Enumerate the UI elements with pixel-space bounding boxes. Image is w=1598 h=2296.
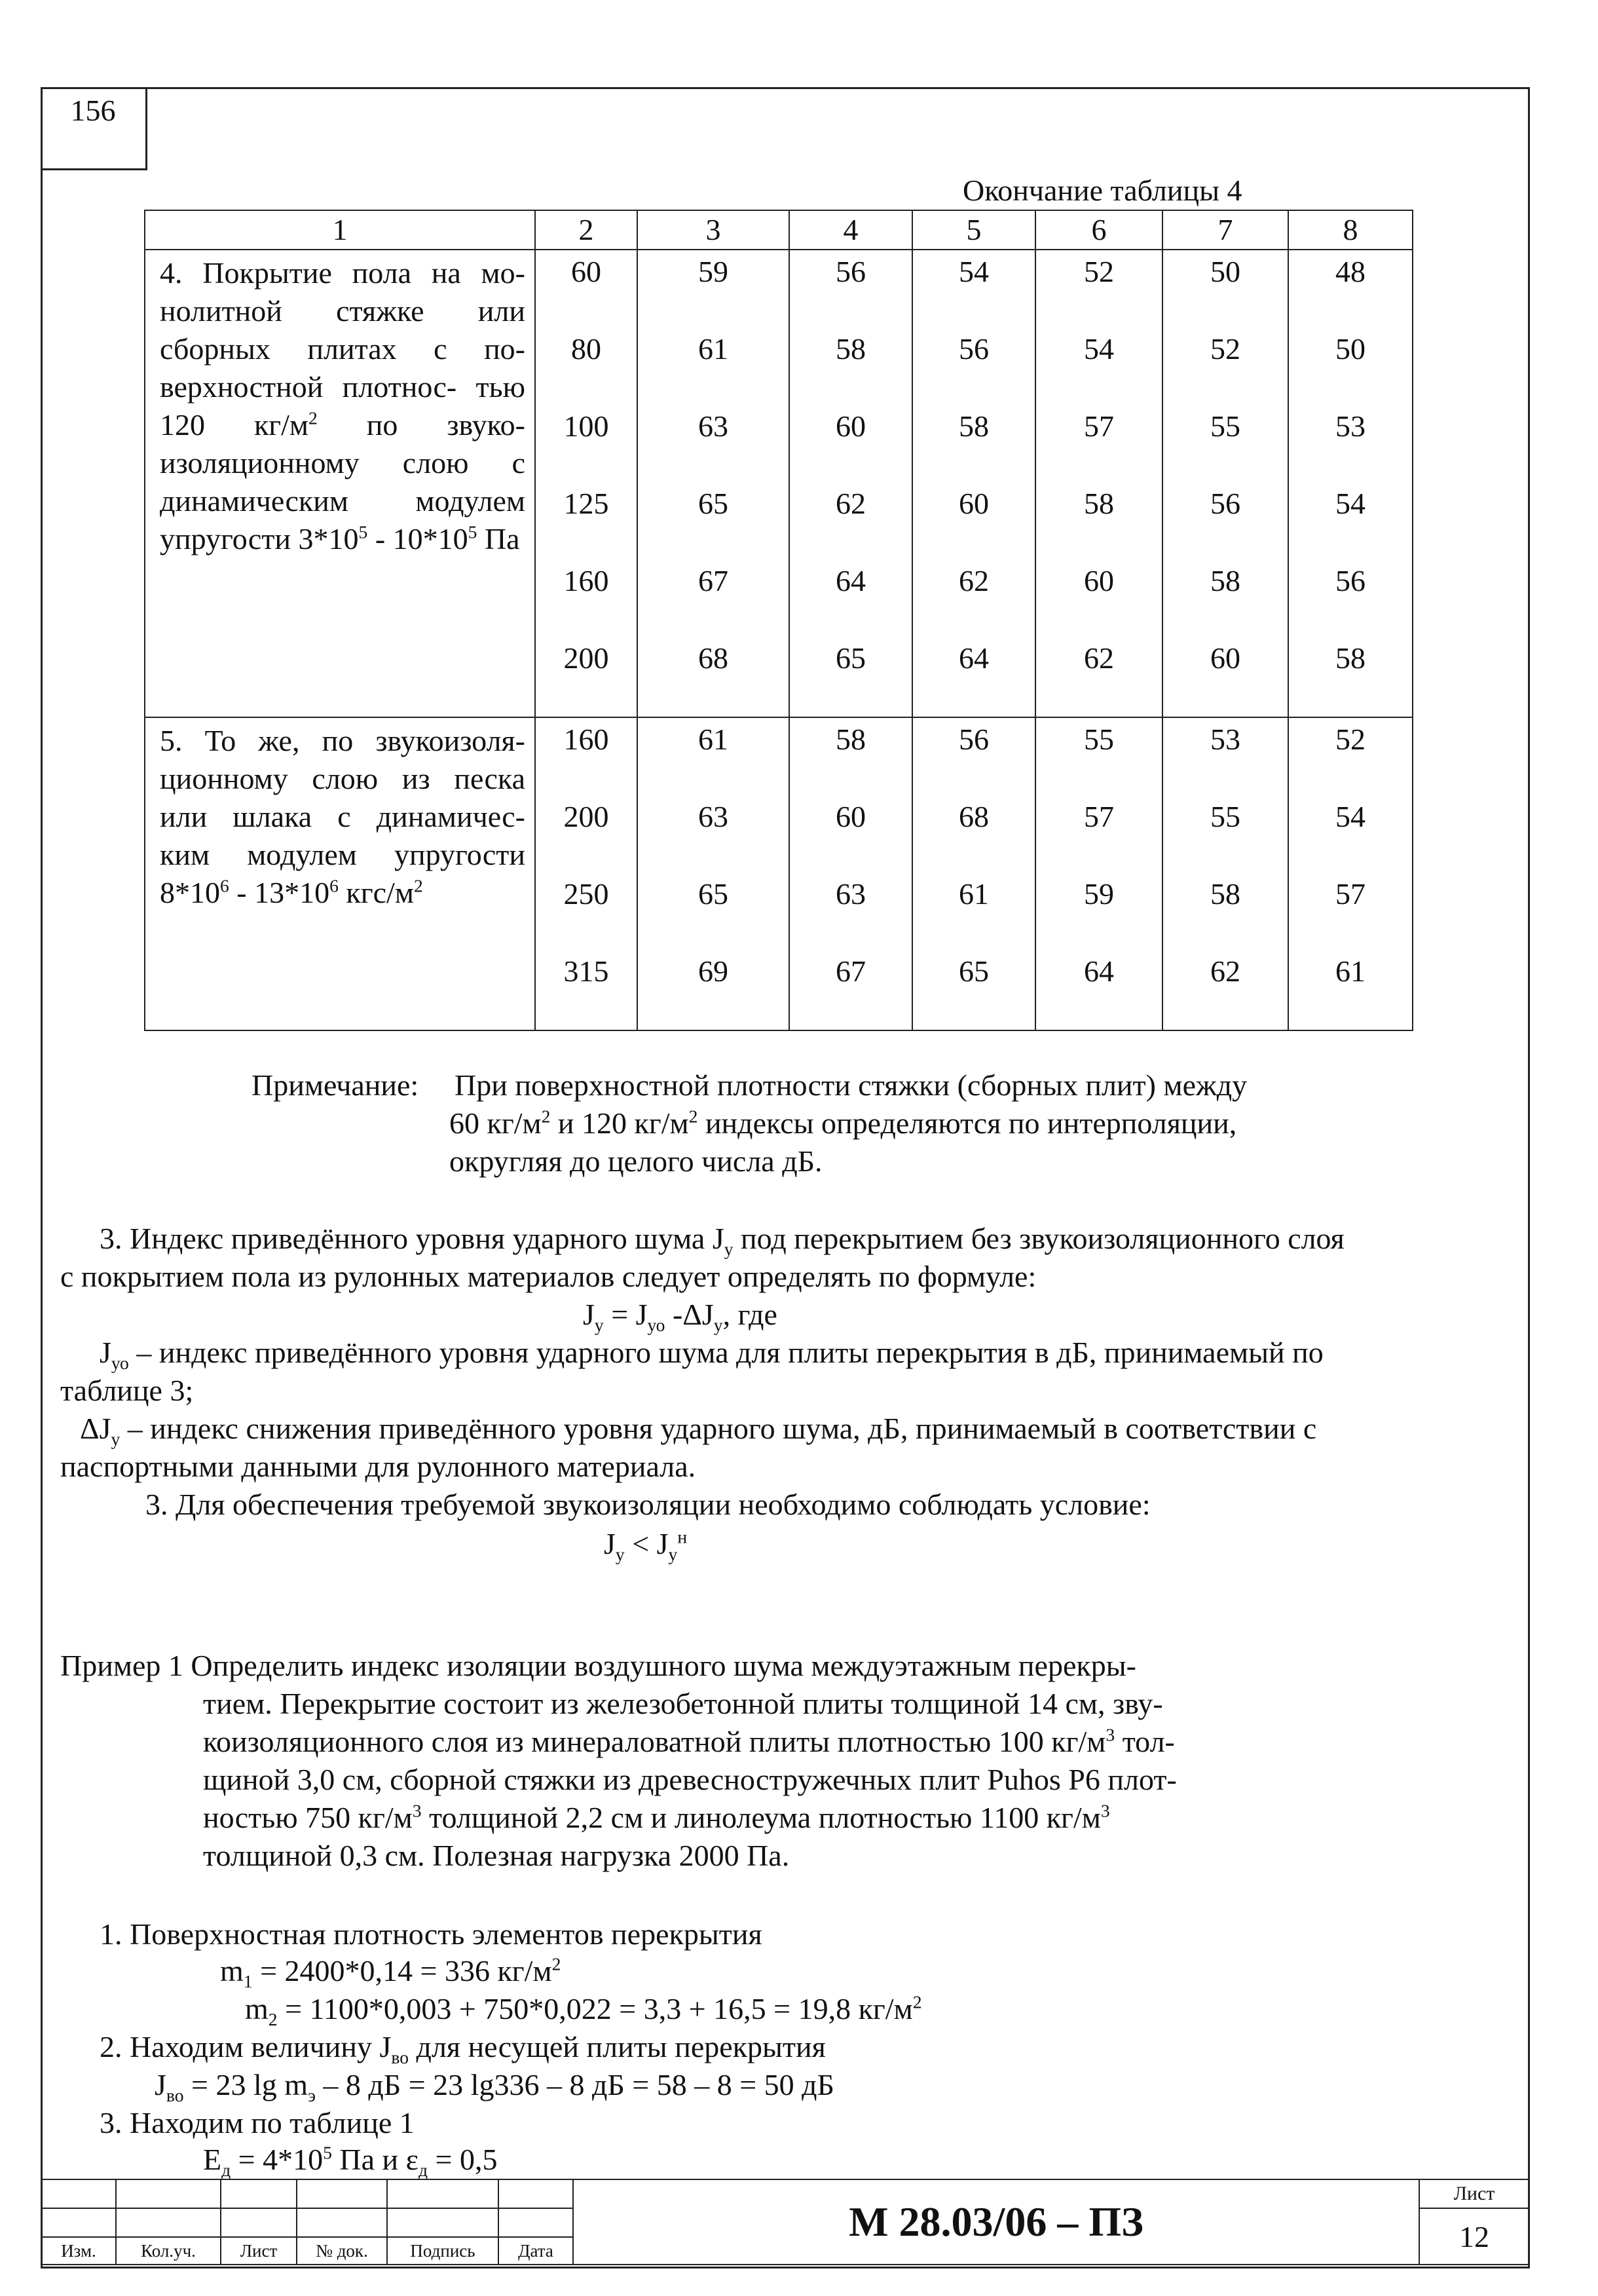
def-jyo-line1: [100, 1334, 1324, 1372]
text: – индекс снижения приведённого уровня ударного шума, дБ, принимаемый в соответствии с: [120, 1412, 1317, 1445]
col-8: [1288, 250, 1413, 717]
col-8: [1288, 717, 1413, 1030]
cell: 160: [563, 564, 609, 597]
header-cell: 1: [145, 210, 535, 250]
cell: 160: [563, 723, 609, 756]
cell: 60: [571, 255, 601, 288]
cell: 56: [1210, 487, 1240, 520]
formula-jvo: [155, 2066, 834, 2104]
cell: 60: [836, 800, 866, 833]
stamp-row: [41, 2179, 1529, 2208]
cell: 62: [959, 564, 989, 597]
stamp-label: Дата: [498, 2237, 573, 2265]
desc-sup: 5: [468, 521, 477, 542]
sub: у: [594, 1315, 604, 1336]
table-header-row: [145, 210, 1413, 250]
header-cell: 4: [789, 210, 912, 250]
stamp-cell: [116, 2208, 221, 2237]
text: < J: [624, 1527, 669, 1560]
col-7: [1162, 717, 1288, 1030]
stamp-cell: [387, 2208, 498, 2237]
document-code: М 28.03/06 – ПЗ: [573, 2179, 1419, 2265]
step-2: [100, 2028, 826, 2066]
cell: 61: [1335, 954, 1366, 988]
text: 2. Находим величину J: [100, 2030, 392, 2063]
cell: 58: [959, 409, 989, 443]
cell: 59: [698, 255, 728, 288]
cell: 60: [1210, 641, 1240, 675]
col-3: [637, 717, 789, 1030]
text: – 8 дБ = 23 lg336 – 8 дБ = 58 – 8 = 50 дБ: [315, 2068, 834, 2101]
sub: д: [418, 2160, 428, 2181]
sup: 3: [412, 1800, 422, 1821]
desc-line: верхностной плотнос-: [160, 370, 457, 404]
cell: 62: [1210, 954, 1240, 988]
desc-line: динамическим модулем: [160, 484, 525, 518]
col-3: [637, 250, 789, 717]
col-6: [1035, 717, 1162, 1030]
sup: 2: [912, 1991, 922, 2012]
desc-line: упругости 3*10: [160, 522, 359, 555]
cell: 56: [836, 255, 866, 288]
text: 60 кг/м: [449, 1106, 542, 1140]
formula-m2: [245, 1990, 922, 2028]
text: = 23 lg m: [183, 2068, 308, 2101]
stamp-cell: [221, 2208, 297, 2237]
sup: 3: [1106, 1724, 1115, 1745]
stamp-label: Подпись: [387, 2237, 498, 2265]
desc-line: кгс/м: [338, 876, 414, 909]
def-djy-line1: [80, 1410, 1316, 1448]
example-line-2: тием. Перекрытие состоит из железобетонной плиты толщиной 14 см, зву-: [203, 1687, 1163, 1720]
text: J: [155, 2068, 166, 2101]
text: J: [604, 1527, 616, 1560]
text: ΔJ: [80, 1412, 111, 1445]
example-line-5: [203, 1799, 1110, 1837]
stamp-label: Кол.уч.: [116, 2237, 221, 2265]
cell: 68: [959, 800, 989, 833]
cell: 67: [836, 954, 866, 988]
cell: 67: [698, 564, 728, 597]
desc-line: сборных плитах с по-: [160, 332, 525, 366]
stamp-label: Лист: [221, 2237, 297, 2265]
desc-line: ким модулем упругости: [160, 838, 525, 871]
sub: уо: [647, 1315, 665, 1336]
desc-sup: 2: [413, 875, 423, 896]
formula-m1: [220, 1952, 561, 1990]
cell: 60: [1084, 564, 1114, 597]
text: J: [583, 1298, 595, 1331]
cell: 55: [1210, 409, 1240, 443]
condition-line: 3. Для обеспечения требуемой звукоизоляции необходимо соблюдать условие:: [145, 1488, 1151, 1521]
text: индексы определяются по интерполяции,: [697, 1106, 1237, 1140]
cell: 54: [1335, 800, 1366, 833]
para3-line2: с покрытием пола из рулонных материалов следует определять по формуле:: [60, 1260, 1037, 1293]
example-line-4: щиной 3,0 см, сборной стяжки из древесностружечных плит Puhos P6 плот-: [203, 1763, 1177, 1796]
text: J: [100, 1336, 111, 1369]
example-line-3: [203, 1723, 1175, 1761]
col-6: [1035, 250, 1162, 717]
col-7: [1162, 250, 1288, 717]
note-line-1: При поверхностной плотности стяжки (сборных плит) между: [455, 1068, 1248, 1102]
group-5-description: [145, 717, 535, 1030]
sub: у: [668, 1544, 678, 1565]
cell: 100: [563, 409, 609, 443]
def-jyo-line2: таблице 3;: [60, 1374, 194, 1407]
note-label: Примечание:: [251, 1068, 419, 1102]
col-2: [535, 250, 637, 717]
sub: у: [713, 1315, 723, 1336]
cell: 69: [698, 954, 728, 988]
header-cell: 5: [912, 210, 1035, 250]
stamp-cell: [41, 2208, 116, 2237]
sup: 3: [1100, 1800, 1110, 1821]
cell: 60: [836, 409, 866, 443]
desc-sup: 2: [308, 407, 318, 428]
text: и 120 кг/м: [550, 1106, 689, 1140]
sup: 2: [551, 1953, 561, 1974]
cell: 53: [1210, 723, 1240, 756]
sub: у: [615, 1544, 625, 1565]
cell: 125: [563, 487, 609, 520]
sub: уо: [111, 1353, 129, 1374]
step-3: 3. Находим по таблице 1: [100, 2106, 415, 2139]
cell: 56: [1335, 564, 1366, 597]
sub: 2: [268, 2009, 278, 2030]
text: = 0,5: [428, 2143, 498, 2176]
cell: 56: [959, 723, 989, 756]
cell: 64: [1084, 954, 1114, 988]
group-4-description: [145, 250, 535, 717]
cell: 68: [698, 641, 728, 675]
cell: 54: [959, 255, 989, 288]
cell: 57: [1084, 409, 1114, 443]
cell: 58: [1210, 877, 1240, 911]
cell: 58: [1335, 641, 1366, 675]
text: под перекрытием без звукоизоляционного слоя: [733, 1222, 1345, 1255]
cell: 58: [836, 723, 866, 756]
text: m: [220, 1954, 244, 1987]
text: для несущей плиты перекрытия: [409, 2030, 826, 2063]
cell: 64: [959, 641, 989, 675]
cell: 64: [836, 564, 866, 597]
text: = J: [603, 1298, 648, 1331]
cell: 58: [1210, 564, 1240, 597]
sup: 2: [688, 1106, 698, 1127]
cell: 55: [1084, 723, 1114, 756]
cell: 250: [563, 877, 609, 911]
sub: э: [308, 2085, 316, 2106]
stamp-cell: [116, 2179, 221, 2208]
cell: 61: [698, 332, 728, 366]
cell: 200: [563, 800, 609, 833]
para3-line1: [100, 1220, 1345, 1258]
step-1: 1. Поверхностная плотность элементов перекрытия: [100, 1917, 762, 1951]
cell: 65: [698, 487, 728, 520]
stamp-label: № док.: [297, 2237, 387, 2265]
text: толщиной 2,2 см и линолеума плотностью 1100 кг/м: [421, 1801, 1101, 1834]
desc-line: тью 120 кг/м: [160, 370, 525, 442]
text: тол-: [1115, 1725, 1175, 1758]
sup: 5: [323, 2142, 332, 2163]
text: = 4*10: [231, 2143, 324, 2176]
stamp-cell: [221, 2179, 297, 2208]
sub: у: [724, 1239, 734, 1260]
sup: 2: [541, 1106, 551, 1127]
cell: 65: [959, 954, 989, 988]
header-cell: 2: [535, 210, 637, 250]
desc-line: Па: [484, 522, 520, 555]
cell: 59: [1084, 877, 1114, 911]
desc-line: нолитной стяжке или: [160, 294, 525, 328]
def-djy-line2: паспортными данными для рулонного материала.: [60, 1450, 696, 1483]
col-2: [535, 717, 637, 1030]
example-line-6: толщиной 0,3 см. Полезная нагрузка 2000 Па.: [203, 1839, 790, 1872]
header-cell: 3: [637, 210, 789, 250]
title-block: [41, 2179, 1530, 2265]
formula-ed: [203, 2141, 497, 2179]
cell: 53: [1335, 409, 1366, 443]
desc-sup: 5: [358, 521, 368, 542]
text: , где: [722, 1298, 777, 1331]
example-line-1: Пример 1 Определить индекс изоляции воздушного шума междуэтажным перекры-: [60, 1649, 1136, 1682]
cell: 61: [959, 877, 989, 911]
col-4: [789, 717, 912, 1030]
cell: 57: [1084, 800, 1114, 833]
text: Па и ε: [331, 2143, 418, 2176]
cell: 62: [836, 487, 866, 520]
desc-line: ционному слою из песка: [160, 762, 525, 795]
cell: 65: [698, 877, 728, 911]
header-cell: 7: [1162, 210, 1288, 250]
cell: 80: [571, 332, 601, 366]
stamp-label: Изм.: [41, 2237, 116, 2265]
text: ностью 750 кг/м: [203, 1801, 413, 1834]
stamp-cell: [498, 2179, 573, 2208]
sub: д: [221, 2160, 231, 2181]
page-number: 156: [70, 94, 116, 127]
cell: 50: [1210, 255, 1240, 288]
col-5: [912, 250, 1035, 717]
sound-index-table: [144, 210, 1413, 1031]
text: -ΔJ: [665, 1298, 714, 1331]
cell: 52: [1335, 723, 1366, 756]
note-line-3: округляя до целого числа дБ.: [449, 1144, 823, 1178]
desc-line: или шлака с динамичес-: [160, 800, 525, 833]
cell: 54: [1084, 332, 1114, 366]
condition-formula: [604, 1525, 687, 1563]
cell: 55: [1210, 800, 1240, 833]
text: = 2400*0,14 = 336 кг/м: [252, 1954, 552, 1987]
cell: 63: [698, 800, 728, 833]
sheet-number: 12: [1419, 2208, 1529, 2265]
table-group-5: [145, 717, 1413, 1030]
table-group-4: [145, 250, 1413, 717]
formula-jy: [583, 1296, 777, 1334]
desc-line: - 13*10: [229, 876, 330, 909]
cell: 58: [1084, 487, 1114, 520]
text: E: [203, 2143, 222, 2176]
cell: 61: [698, 723, 728, 756]
cell: 62: [1084, 641, 1114, 675]
text: – индекс приведённого уровня ударного шума для плиты перекрытия в дБ, принимаемый по: [128, 1336, 1324, 1369]
cell: 57: [1335, 877, 1366, 911]
sub: у: [111, 1429, 121, 1450]
desc-line: по звуко-: [317, 408, 525, 442]
header-cell: 8: [1288, 210, 1413, 250]
sheet-label: Лист: [1419, 2179, 1529, 2208]
text: = 1100*0,003 + 750*0,022 = 3,3 + 16,5 = 19,8 кг/м: [277, 1992, 913, 2025]
cell: 63: [698, 409, 728, 443]
desc-line: изоляционному слою с: [160, 446, 525, 480]
stamp-cell: [41, 2179, 116, 2208]
stamp-cell: [297, 2208, 387, 2237]
desc-sup: 6: [220, 875, 229, 896]
header-cell: 6: [1035, 210, 1162, 250]
table-caption: Окончание таблицы 4: [963, 174, 1242, 207]
desc-line: 5. То же, по звукоизоля-: [160, 724, 525, 757]
cell: 63: [836, 877, 866, 911]
cell: 200: [563, 641, 609, 675]
cell: 315: [563, 954, 609, 988]
sup: н: [677, 1526, 688, 1547]
desc-sup: 6: [329, 875, 339, 896]
stamp-cell: [498, 2208, 573, 2237]
desc-line: - 10*10: [367, 522, 468, 555]
cell: 60: [959, 487, 989, 520]
cell: 50: [1335, 332, 1366, 366]
desc-line: 4. Покрытие пола на мо-: [160, 256, 525, 290]
cell: 52: [1210, 332, 1240, 366]
cell: 54: [1335, 487, 1366, 520]
cell: 65: [836, 641, 866, 675]
text: m: [245, 1992, 269, 2025]
cell: 48: [1335, 255, 1366, 288]
note-line-2: [449, 1104, 1236, 1142]
sub: во: [391, 2047, 409, 2068]
cell: 56: [959, 332, 989, 366]
col-4: [789, 250, 912, 717]
cell: 58: [836, 332, 866, 366]
desc-line: 8*10: [160, 876, 220, 909]
col-5: [912, 717, 1035, 1030]
text: коизоляционного слоя из минераловатной плиты плотностью 100 кг/м: [203, 1725, 1106, 1758]
sub: 1: [243, 1971, 253, 1992]
sub: во: [166, 2085, 184, 2106]
stamp-cell: [387, 2179, 498, 2208]
text: 3. Индекс приведённого уровня ударного шума J: [100, 1222, 724, 1255]
cell: 52: [1084, 255, 1114, 288]
stamp-cell: [297, 2179, 387, 2208]
